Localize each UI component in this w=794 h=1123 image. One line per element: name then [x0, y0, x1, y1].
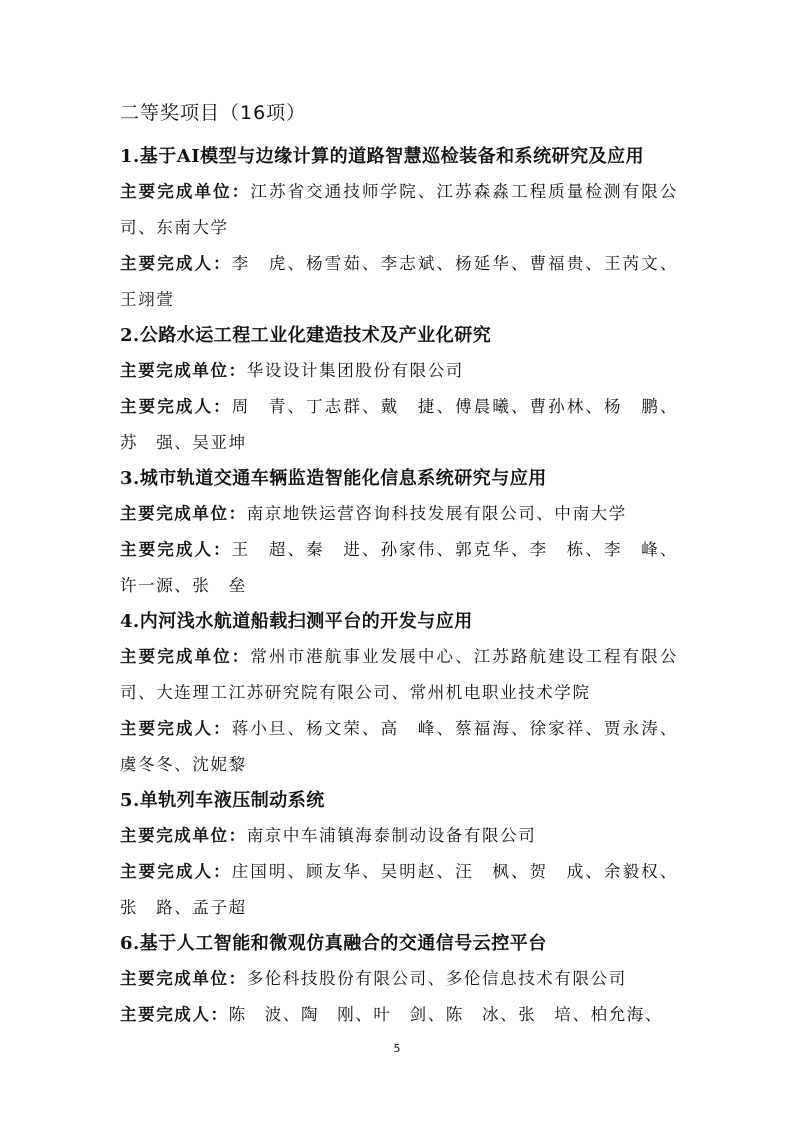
- units-label: 主要完成单位：: [120, 826, 247, 845]
- completion-units: [120, 961, 678, 997]
- people-label: 主要完成人：: [120, 397, 232, 416]
- project-title: 4.内河浅水航道船载扫测平台的开发与应用: [120, 611, 473, 632]
- project-entry: [120, 783, 678, 926]
- units-value: 南京中车浦镇海泰制动设备有限公司: [246, 826, 537, 845]
- project-title: 6.基于人工智能和微观仿真融合的交通信号云控平台: [120, 933, 547, 954]
- completion-units: [120, 353, 678, 389]
- project-entry: [120, 926, 678, 1033]
- people-label: 主要完成人：: [120, 862, 232, 881]
- people-value: 陈 波、陶 刚、叶 剑、陈 冰、张 培、柏允海、: [228, 1005, 664, 1024]
- people-label: 主要完成人：: [120, 719, 232, 738]
- units-label: 主要完成单位：: [120, 504, 247, 523]
- completion-units: [120, 174, 678, 246]
- units-label: 主要完成单位：: [120, 969, 247, 988]
- people-label: 主要完成人：: [120, 254, 232, 273]
- people-label: 主要完成人：: [120, 1005, 229, 1024]
- project-title: 3.城市轨道交通车辆监造智能化信息系统研究与应用: [120, 468, 547, 489]
- completion-people: [120, 711, 678, 783]
- people-label: 主要完成人：: [120, 540, 232, 559]
- project-list: [120, 139, 678, 1033]
- units-value: 华设设计集团股份有限公司: [246, 361, 464, 380]
- completion-people: [120, 389, 678, 461]
- completion-units: [120, 818, 678, 854]
- units-value: 南京地铁运营咨询科技发展有限公司、中南大学: [246, 504, 627, 523]
- units-label: 主要完成单位：: [120, 647, 251, 666]
- project-entry: [120, 318, 678, 461]
- units-label: 主要完成单位：: [120, 361, 247, 380]
- project-entry: [120, 139, 678, 318]
- project-entry: [120, 604, 678, 783]
- section-title: 二等奖项目（16项）: [120, 102, 307, 124]
- people-value: 蒋小旦、杨文荣、高 峰、蔡福海、徐家祥、贾永涛、虞冬冬、沈妮黎: [120, 719, 678, 774]
- units-value: 常州市港航事业发展中心、江苏路航建设工程有限公司、大连理工江苏研究院有限公司、常州机电职业技术学院: [120, 647, 678, 702]
- page-number: 5: [393, 1042, 401, 1055]
- completion-people: [120, 997, 678, 1033]
- units-value: 多伦科技股份有限公司、多伦信息技术有限公司: [246, 969, 627, 988]
- completion-units: [120, 639, 678, 711]
- units-value: 江苏省交通技师学院、江苏森淼工程质量检测有限公司、东南大学: [120, 182, 678, 237]
- project-title: 1.基于AI模型与边缘计算的道路智慧巡检装备和系统研究及应用: [120, 146, 645, 167]
- people-value: 周 青、丁志群、戴 捷、傅晨曦、曹孙林、杨 鹏、苏 强、吴亚坤: [120, 397, 678, 452]
- completion-units: [120, 496, 678, 532]
- completion-people: [120, 246, 678, 318]
- project-entry: [120, 461, 678, 604]
- project-title: 2.公路水运工程工业化建造技术及产业化研究: [120, 325, 492, 346]
- people-value: 李 虎、杨雪茹、李志斌、杨延华、曹福贵、王芮文、王翊萱: [120, 254, 678, 309]
- project-title: 5.单轨列车液压制动系统: [120, 790, 325, 811]
- completion-people: [120, 532, 678, 604]
- units-label: 主要完成单位：: [120, 182, 251, 201]
- people-value: 王 超、秦 进、孙家伟、郭克华、李 栋、李 峰、许一源、张 垒: [120, 540, 678, 595]
- completion-people: [120, 854, 678, 926]
- people-value: 庄国明、顾友华、吴明赵、汪 枫、贺 成、余毅权、张 路、孟子超: [120, 862, 678, 917]
